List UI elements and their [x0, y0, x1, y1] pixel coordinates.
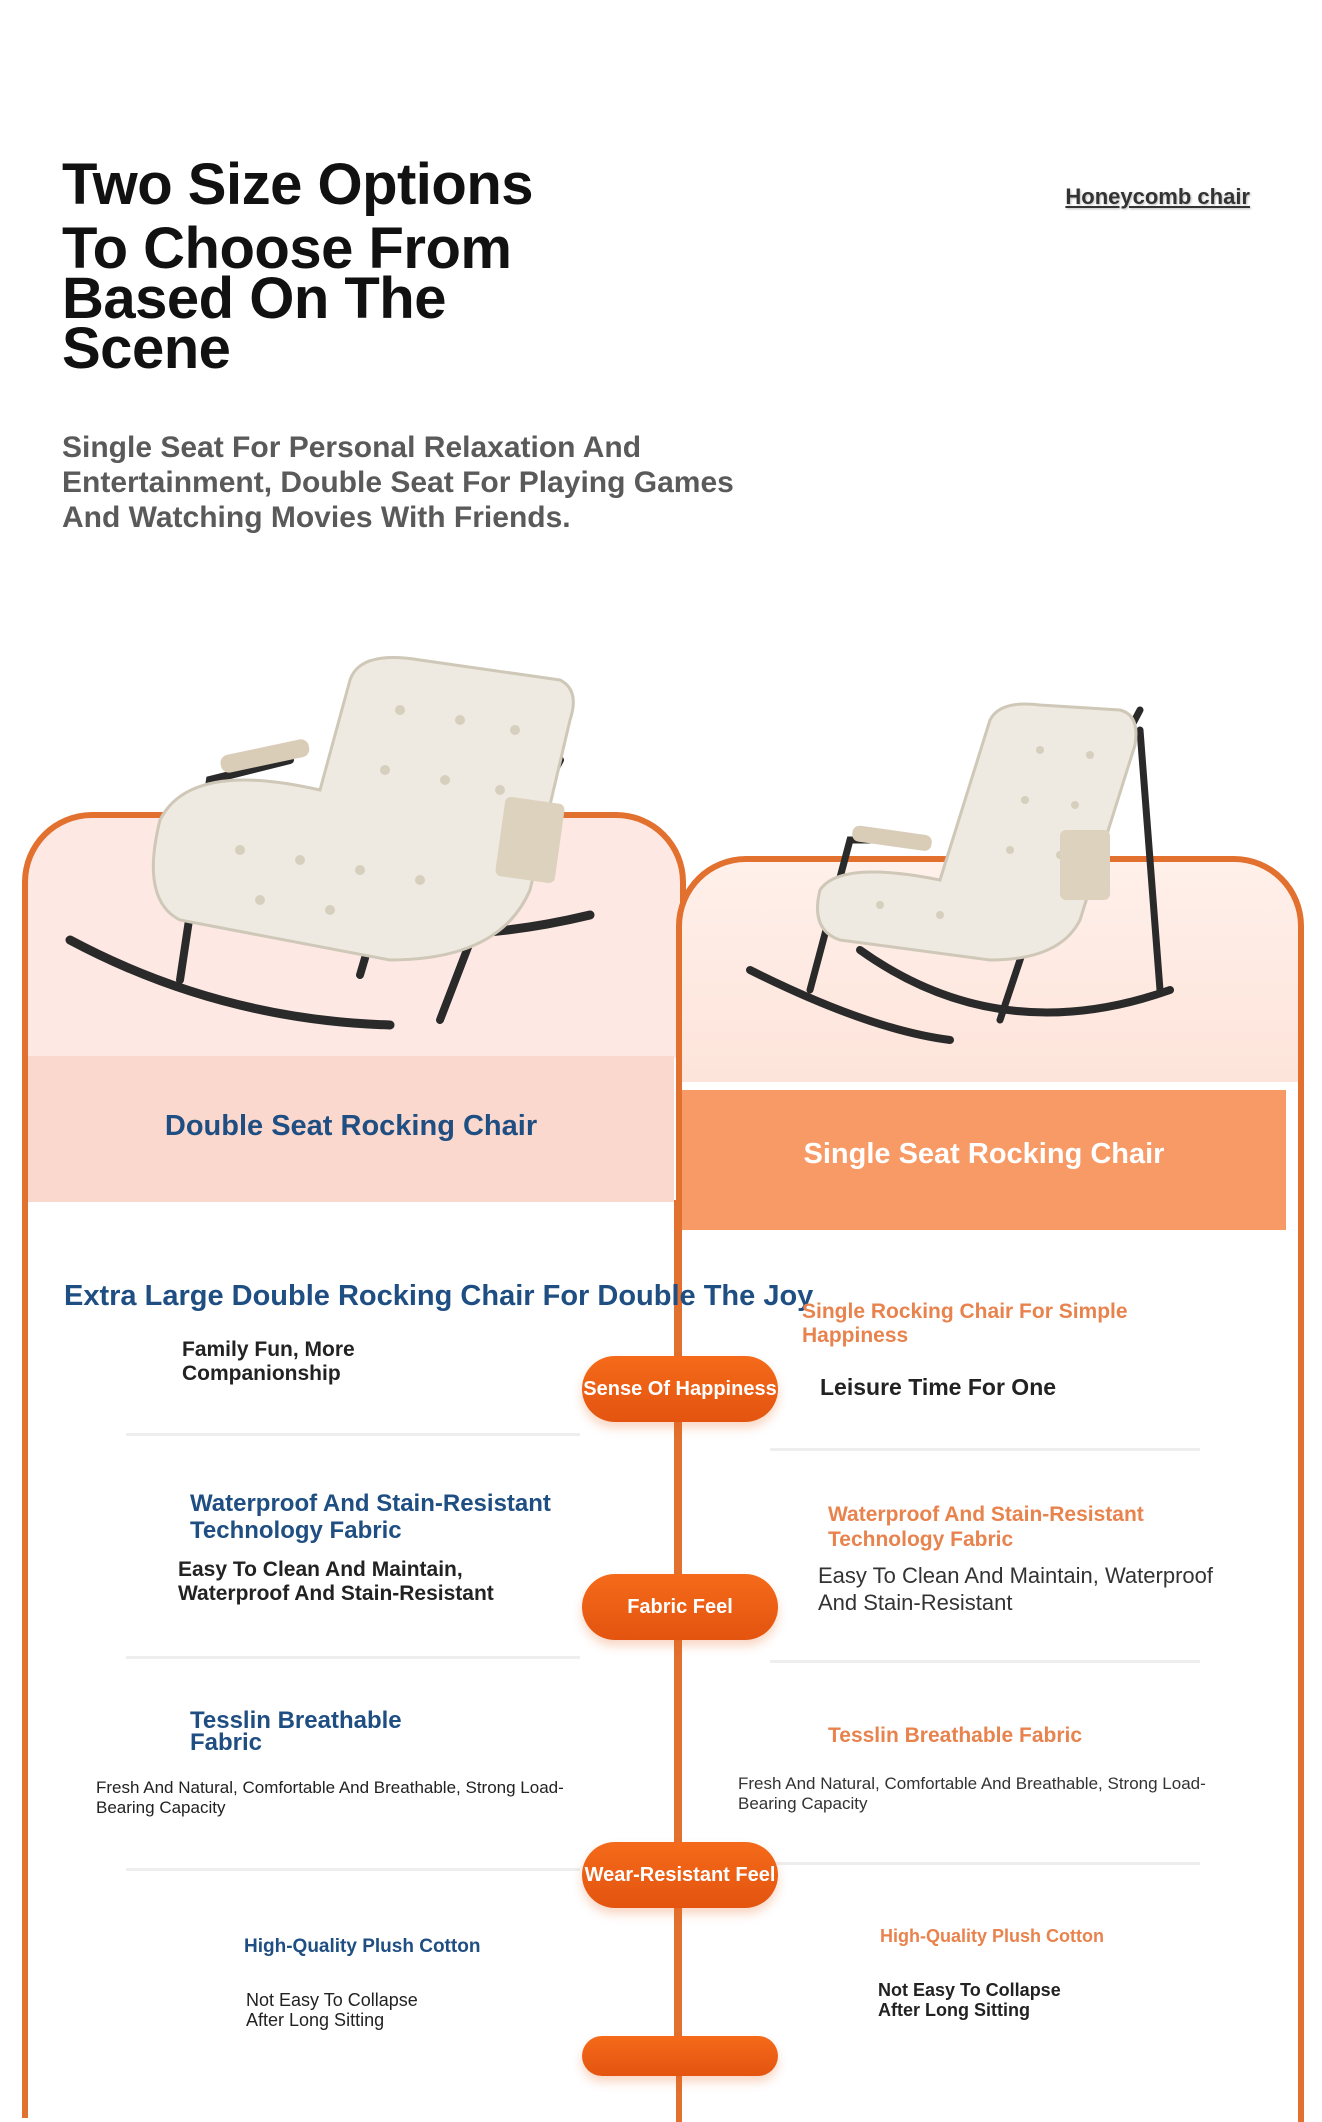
double-item-2-title: Waterproof And Stain-Resistant Technology Fabric	[190, 1490, 551, 1544]
double-item-4-title: High-Quality Plush Cotton	[244, 1936, 481, 1957]
pill-partial	[582, 2036, 778, 2076]
double-seat-heading: Extra Large Double Rocking Chair For Double The Joy	[64, 1280, 814, 1312]
subtitle: Single Seat For Personal Relaxation And Entertainment, Double Seat For Playing Games And Watching Movies With Friends.	[62, 431, 734, 534]
double-item-3-title: Tesslin Breathable Fabric	[190, 1707, 402, 1756]
divider	[126, 1868, 580, 1871]
double-item-2-text: Easy To Clean And Maintain, Waterproof And Stain-Resistant	[178, 1558, 494, 1605]
single-item-4-title: High-Quality Plush Cotton	[880, 1926, 1104, 1946]
title-line-3: Based On The	[62, 266, 446, 331]
pill-fabric-feel: Fabric Feel	[582, 1574, 778, 1640]
divider	[770, 1660, 1200, 1663]
double-rocking-chair-image	[60, 640, 620, 1040]
single-item-4-text: Not Easy To Collapse After Long Sitting	[878, 1980, 1061, 2020]
single-item-2-text: Easy To Clean And Maintain, Waterproof And Stain-Resistant	[818, 1563, 1213, 1615]
divider	[770, 1448, 1200, 1451]
single-rocking-chair-image	[740, 690, 1180, 1070]
single-item-1-text: Leisure Time For One	[820, 1374, 1057, 1400]
title-line-4: Scene	[62, 316, 231, 381]
divider	[126, 1656, 580, 1659]
page-title	[62, 152, 622, 381]
double-item-3-text: Fresh And Natural, Comfortable And Breathable, Strong Load-Bearing Capacity	[96, 1778, 564, 1817]
single-seat-name: Single Seat Rocking Chair	[803, 1138, 1165, 1170]
pill-wear-resistant-feel: Wear-Resistant Feel	[582, 1842, 778, 1908]
title-line-1: Two Size Options	[62, 152, 534, 217]
title-line-2: To Choose From	[62, 216, 512, 281]
single-item-1-title: Single Rocking Chair For Simple Happiness	[802, 1300, 1128, 1347]
single-item-2-title: Waterproof And Stain-Resistant Technology Fabric	[828, 1503, 1144, 1551]
double-seat-name: Double Seat Rocking Chair	[164, 1110, 538, 1142]
double-item-4-text: Not Easy To Collapse After Long Sitting	[246, 1990, 418, 2030]
brand-link[interactable]: Honeycomb chair	[1065, 184, 1250, 209]
single-item-3-title: Tesslin Breathable Fabric	[828, 1724, 1083, 1747]
double-item-1-text: Family Fun, More Companionship	[182, 1338, 355, 1385]
single-item-3-text: Fresh And Natural, Comfortable And Breathable, Strong Load-Bearing Capacity	[738, 1774, 1206, 1813]
divider	[126, 1433, 580, 1436]
pill-sense-of-happiness: Sense Of Happiness	[582, 1356, 778, 1422]
divider	[770, 1862, 1200, 1865]
